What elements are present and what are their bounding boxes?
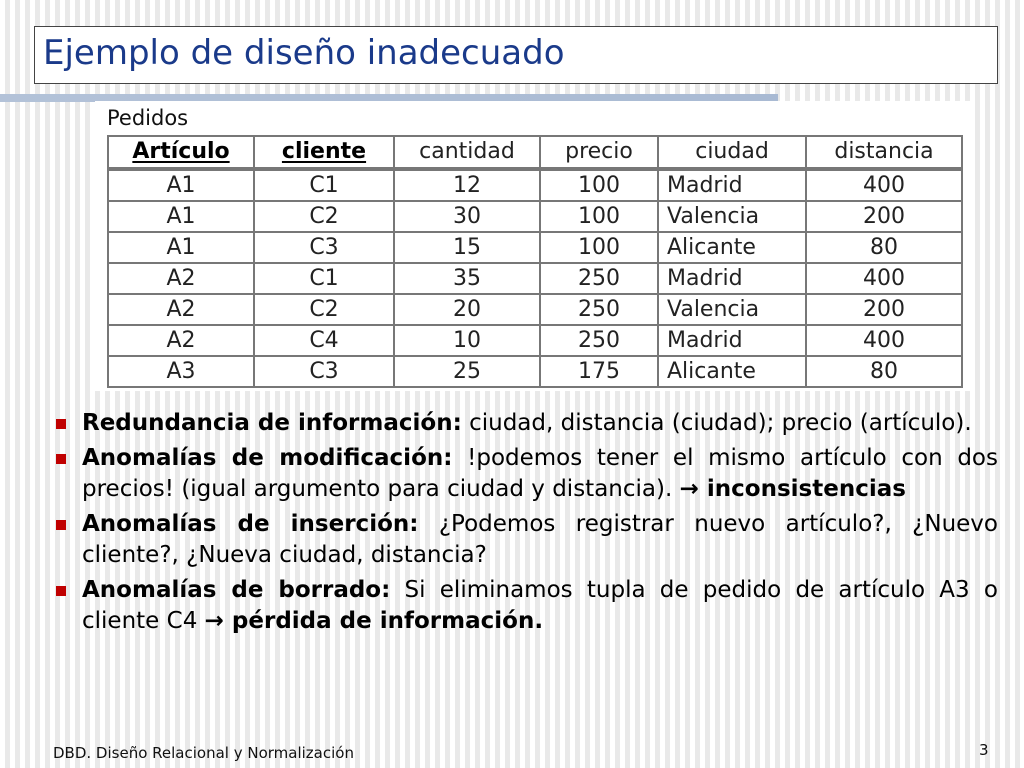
cell-distancia: 80: [806, 232, 962, 263]
table-row: [108, 294, 962, 325]
cell-cliente: C3: [254, 356, 394, 387]
cell-cantidad: 25: [394, 356, 540, 387]
bullet-conclusion: inconsistencias: [698, 476, 906, 502]
cell-cantidad: 20: [394, 294, 540, 325]
header-articulo: Artículo: [108, 136, 254, 169]
cell-articulo: A3: [108, 356, 254, 387]
cell-cantidad: 35: [394, 263, 540, 294]
table-row: [108, 263, 962, 294]
right-arrow-icon: →: [679, 476, 699, 502]
cell-cliente: C2: [254, 201, 394, 232]
header-ciudad: ciudad: [658, 136, 806, 169]
cell-precio: 250: [540, 294, 658, 325]
cell-distancia: 80: [806, 356, 962, 387]
cell-ciudad: Alicante: [658, 356, 806, 387]
cell-ciudad: Madrid: [658, 169, 806, 201]
header-distancia: distancia: [806, 136, 962, 169]
cell-cliente: C3: [254, 232, 394, 263]
right-arrow-icon: →: [204, 608, 224, 634]
cell-cantidad: 15: [394, 232, 540, 263]
bullet-text: !podemos tener el mismo artículo con dos precios! (igual argumento para ciudad y distancia).: [82, 445, 998, 502]
cell-precio: 250: [540, 263, 658, 294]
square-bullet-icon: [56, 419, 66, 429]
bullet-item-modificacion: [56, 443, 998, 505]
bullet-item-insercion: [56, 509, 998, 571]
table-row: [108, 201, 962, 232]
square-bullet-icon: [56, 586, 66, 596]
cell-ciudad: Valencia: [658, 201, 806, 232]
cell-cantidad: 12: [394, 169, 540, 201]
cell-ciudad: Madrid: [658, 325, 806, 356]
cell-articulo: A2: [108, 325, 254, 356]
bullet-heading: Anomalías de modificación:: [82, 445, 453, 471]
cell-cantidad: 10: [394, 325, 540, 356]
cell-distancia: 400: [806, 169, 962, 201]
cell-precio: 100: [540, 201, 658, 232]
slide-number: 3: [979, 741, 989, 759]
square-bullet-icon: [56, 520, 66, 530]
cell-precio: 175: [540, 356, 658, 387]
cell-cliente: C1: [254, 169, 394, 201]
cell-cliente: C1: [254, 263, 394, 294]
table-row: [108, 356, 962, 387]
header-cliente: cliente: [254, 136, 394, 169]
cell-precio: 250: [540, 325, 658, 356]
cell-ciudad: Valencia: [658, 294, 806, 325]
bullet-text: ciudad, distancia (ciudad); precio (artículo).: [461, 410, 972, 436]
bullet-list: [56, 408, 998, 641]
cell-precio: 100: [540, 232, 658, 263]
cell-distancia: 400: [806, 325, 962, 356]
table-row: [108, 232, 962, 263]
bullet-heading: Anomalías de borrado:: [82, 577, 391, 603]
table-row: [108, 325, 962, 356]
table-row: [108, 169, 962, 201]
table-caption: Pedidos: [107, 106, 189, 130]
cell-precio: 100: [540, 169, 658, 201]
orders-table-image: [95, 101, 973, 391]
bullet-item-borrado: [56, 575, 998, 637]
cell-distancia: 400: [806, 263, 962, 294]
cell-articulo: A1: [108, 232, 254, 263]
slide-title-box: [34, 26, 998, 84]
cell-articulo: A1: [108, 169, 254, 201]
bullet-conclusion: pérdida de información.: [223, 608, 544, 634]
cell-articulo: A1: [108, 201, 254, 232]
cell-distancia: 200: [806, 294, 962, 325]
bullet-heading: Redundancia de información:: [82, 410, 462, 436]
cell-articulo: A2: [108, 294, 254, 325]
cell-cliente: C4: [254, 325, 394, 356]
footer-course-title: DBD. Diseño Relacional y Normalización: [53, 744, 354, 762]
square-bullet-icon: [56, 454, 66, 464]
table-header-row: [108, 136, 962, 169]
header-cantidad: cantidad: [394, 136, 540, 169]
cell-ciudad: Alicante: [658, 232, 806, 263]
bullet-text: Si eliminamos tupla de pedido de artículo A3 o cliente C4: [82, 577, 998, 634]
cell-distancia: 200: [806, 201, 962, 232]
orders-table: [107, 135, 963, 388]
header-precio: precio: [540, 136, 658, 169]
slide-title: Ejemplo de diseño inadecuado: [43, 33, 565, 73]
cell-cantidad: 30: [394, 201, 540, 232]
bullet-heading: Anomalías de inserción:: [82, 511, 419, 537]
cell-cliente: C2: [254, 294, 394, 325]
cell-articulo: A2: [108, 263, 254, 294]
bullet-item-redundancia: [56, 408, 998, 439]
bullet-text: ¿Podemos registrar nuevo artículo?, ¿Nuevo cliente?, ¿Nueva ciudad, distancia?: [82, 511, 998, 568]
cell-ciudad: Madrid: [658, 263, 806, 294]
